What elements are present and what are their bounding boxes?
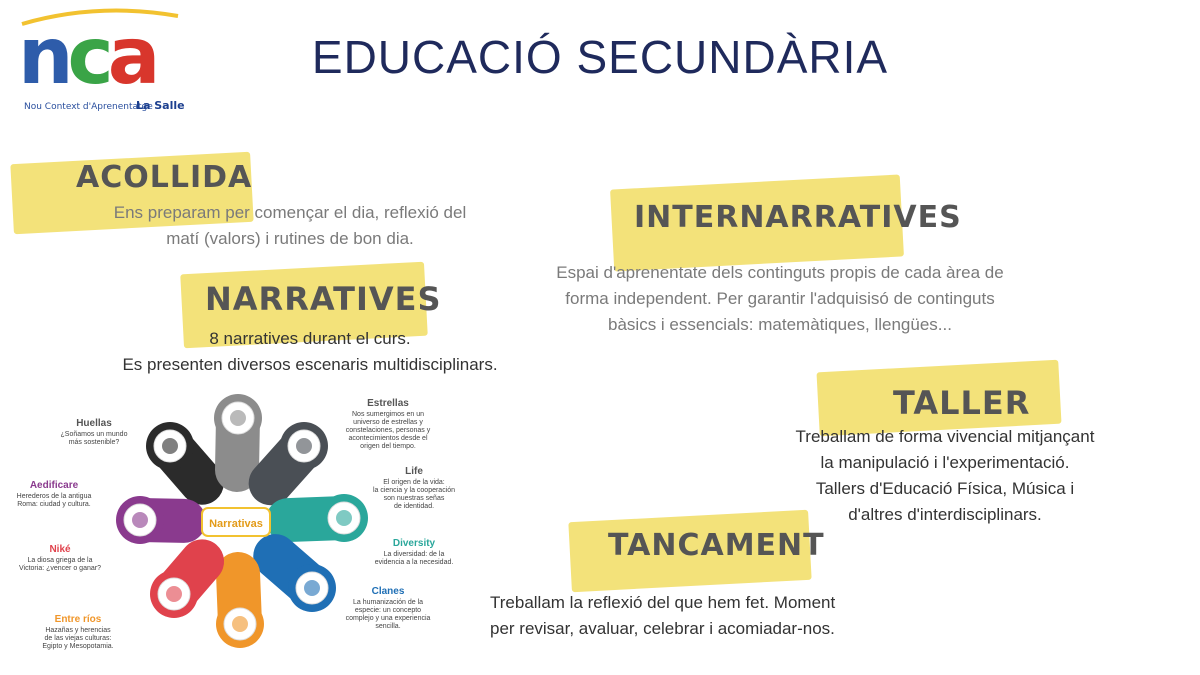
narrative-caption-0	[61, 418, 128, 446]
narrative-caption-3	[375, 538, 454, 566]
heading-acollida: ACOLLIDA	[76, 160, 253, 195]
narrative-desc-line: son nuestras señas	[383, 495, 445, 502]
narrative-desc-line: origen del tiempo.	[360, 443, 416, 450]
narrative-desc-line: acontecimientos desde el	[348, 435, 428, 442]
narrative-caption-5	[42, 614, 113, 650]
text-tancament: Treballam la reflexió del que hem fet. Moment per revisar, avaluar, celebrar i acomiadar-nos.	[490, 593, 836, 638]
heading-taller: TALLER	[893, 384, 1031, 422]
narrative-desc-line: universo de estrellas y	[353, 419, 423, 426]
narrative-title: Clanes	[371, 586, 405, 597]
narrative-caption-1	[346, 398, 431, 450]
narrative-desc-line: sencilla.	[375, 623, 401, 630]
narrative-icon-dot	[162, 438, 178, 454]
narrative-title: Life	[405, 466, 423, 477]
narrative-icon-dot	[232, 616, 248, 632]
infographic-center	[202, 508, 270, 536]
center-label: Narrativas	[209, 518, 263, 530]
narrative-cylinder-6	[150, 561, 202, 618]
narrative-title: Estrellas	[367, 398, 409, 409]
narrative-cylinder-4	[275, 556, 336, 612]
narrative-cylinder-7	[116, 496, 184, 544]
heading-narratives: NARRATIVES	[205, 280, 442, 318]
text-acollida: Ens preparam per començar el dia, reflexió del matí (valors) i rutines de bon dia.	[113, 203, 467, 248]
narrative-cylinder-2	[271, 422, 328, 483]
narrative-title: Aedificare	[29, 480, 79, 491]
narrative-desc-line: Nos sumergimos en un	[352, 411, 424, 418]
narrative-cylinder-1	[214, 394, 262, 470]
narrative-desc-line: La humanización de la	[352, 599, 424, 606]
narrative-title: Entre ríos	[54, 614, 102, 625]
narrative-title: Diversity	[392, 538, 436, 549]
narrative-desc-line: de las viejas culturas:	[44, 635, 112, 642]
text-narratives: 8 narratives durant el curs. Es presenten diversos escenaris multidisciplinars.	[122, 329, 498, 374]
page-title: EDUCACIÓ SECUNDÀRIA	[311, 31, 889, 83]
narrative-desc-line: constelaciones, personas y	[345, 427, 431, 434]
text-taller: Treballam de forma vivencial mitjançant la manipulació i l'experimentació. Tallers d'Educació Física, Música i d'altres d'interdisciplinars.	[795, 427, 1095, 524]
narrative-desc-line: Herederos de la antigua	[16, 493, 92, 500]
logo-subtitle: Nou Context d'Aprenentatge	[24, 102, 153, 112]
narrative-desc-line: ¿Soñamos un mundo	[60, 431, 128, 438]
narrative-icon-dot	[132, 512, 148, 528]
infographic-svg	[14, 388, 474, 668]
narrative-icon-dot	[166, 586, 182, 602]
narrative-desc-line: Victoria: ¿vencer o ganar?	[19, 565, 101, 572]
logo-letter-n: n	[18, 12, 68, 102]
logo-brand: La Salle	[136, 99, 185, 112]
narrative-icon-dot	[230, 410, 246, 426]
narrative-desc-line: Roma: ciudad y cultura.	[17, 501, 91, 508]
narrative-desc-line: evidencia a la necesidad.	[374, 559, 454, 566]
narrative-title: Huellas	[76, 418, 112, 429]
narrative-desc-line: La diversidad: de la	[383, 551, 445, 558]
narrative-desc-line: de identidad.	[393, 503, 435, 510]
narrative-icon-dot	[336, 510, 352, 526]
narrative-desc-line: Hazañas y herencias	[45, 627, 111, 634]
narratives-infographic	[14, 388, 474, 668]
narrative-caption-2	[373, 466, 455, 510]
logo-letter-c: c	[67, 12, 108, 102]
narrative-title: Niké	[49, 544, 71, 555]
narrative-desc-line: Egipto y Mesopotamia.	[42, 643, 114, 650]
narrative-desc-line: La diosa griega de la	[27, 557, 93, 564]
narrative-desc-line: más sostenible?	[68, 439, 120, 446]
logo-letter-a: a	[107, 12, 155, 102]
narrative-icon-dot	[304, 580, 320, 596]
heading-tancament: TANCAMENT	[608, 528, 825, 563]
narrative-caption-6	[19, 544, 101, 572]
narrative-caption-7	[17, 480, 92, 508]
narrative-desc-line: complejo y una experiencia	[345, 615, 431, 622]
narrative-cylinder-3	[288, 494, 368, 542]
text-internarratives: Espai d'aprenentate dels continguts propis de cada àrea de forma independent. Per garantir l'adquisisó de continguts bàsics i essencials: matemàtiques, llengües...	[556, 263, 1004, 334]
heading-internarratives: INTERNARRATIVES	[634, 200, 962, 235]
narrative-icon-dot	[296, 438, 312, 454]
narrative-desc-line: El origen de la vida:	[383, 479, 445, 486]
narrative-cylinder-5	[216, 574, 264, 648]
narrative-desc-line: especie: un concepto	[354, 607, 422, 614]
narrative-desc-line: la ciencia y la cooperación	[372, 487, 456, 494]
narrative-caption-4	[346, 586, 431, 630]
narrative-cylinder-0	[146, 422, 202, 483]
